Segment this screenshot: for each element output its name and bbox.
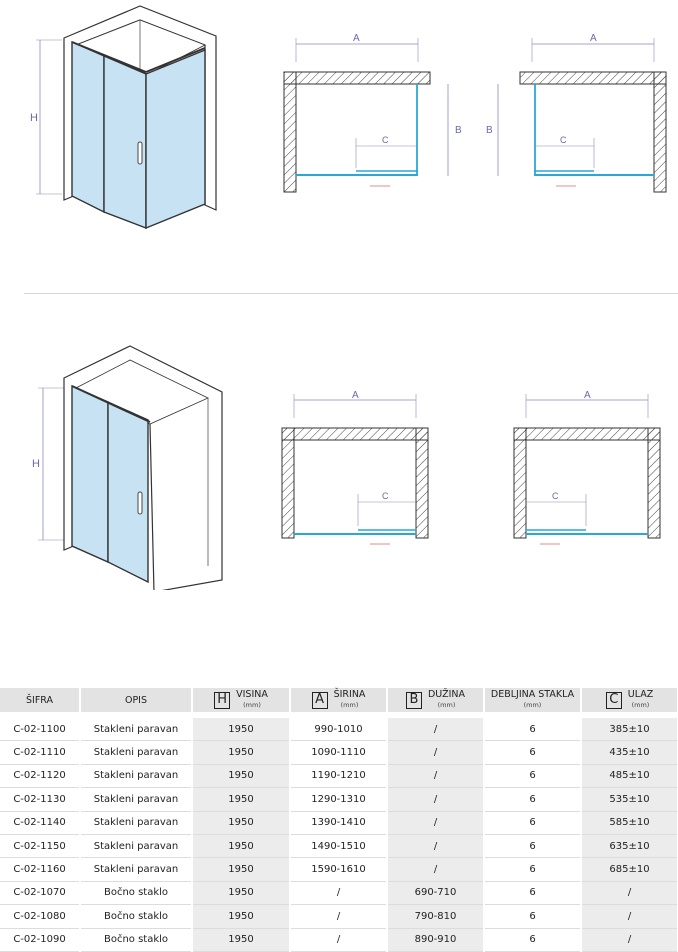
cell-debljina: 6 <box>484 788 581 811</box>
cell-visina: 1950 <box>192 834 290 857</box>
cell-sirina: 1090-1110 <box>290 741 387 764</box>
header-visina-unit: (mm) <box>243 701 261 709</box>
cell-opis: Stakleni paravan <box>80 858 192 881</box>
cell-sirina: / <box>290 881 387 904</box>
cell-sirina: 1290-1310 <box>290 788 387 811</box>
cell-duzina: / <box>387 811 484 834</box>
cell-opis: Stakleni paravan <box>80 764 192 787</box>
depth-dimension-right <box>482 84 512 180</box>
cell-opis: Bočno staklo <box>80 881 192 904</box>
cell-debljina: 6 <box>484 905 581 928</box>
cell-debljina: 6 <box>484 928 581 951</box>
cell-sirina: / <box>290 905 387 928</box>
cell-ulaz: 685±10 <box>581 858 678 881</box>
cell-sirina: 1590-1610 <box>290 858 387 881</box>
cell-debljina: 6 <box>484 811 581 834</box>
header-sifra: ŠIFRA <box>0 688 80 712</box>
depth-icon: B <box>406 692 422 709</box>
floor-plan-alcove-right <box>510 386 670 556</box>
cell-ulaz: 485±10 <box>581 764 678 787</box>
height-label: H <box>32 458 40 470</box>
header-ulaz <box>581 688 678 712</box>
header-visina-label: VISINA <box>236 689 268 700</box>
cell-visina: 1950 <box>192 788 290 811</box>
cell-ulaz: 535±10 <box>581 788 678 811</box>
header-debljina-label: DEBLJINA STAKLA <box>490 689 575 700</box>
cell-debljina: 6 <box>484 741 581 764</box>
cell-ulaz: / <box>581 928 678 951</box>
cell-sifra: C-02-1120 <box>0 764 80 787</box>
cell-sifra: C-02-1150 <box>0 834 80 857</box>
header-debljina <box>484 688 581 712</box>
entry-label: C <box>552 491 559 501</box>
cell-sifra: C-02-1080 <box>0 905 80 928</box>
cell-ulaz: / <box>581 905 678 928</box>
header-duzina-label: DUŽINA <box>427 689 466 700</box>
cell-visina: 1950 <box>192 811 290 834</box>
width-icon: A <box>312 692 328 709</box>
cell-debljina: 6 <box>484 881 581 904</box>
cell-opis: Stakleni paravan <box>80 834 192 857</box>
height-icon: H <box>214 692 230 709</box>
cell-sifra: C-02-1100 <box>0 718 80 741</box>
section-divider <box>24 293 678 294</box>
cell-ulaz: 385±10 <box>581 718 678 741</box>
cell-sifra: C-02-1140 <box>0 811 80 834</box>
cell-opis: Stakleni paravan <box>80 718 192 741</box>
table-row <box>0 718 678 741</box>
cell-duzina: / <box>387 764 484 787</box>
cell-opis: Stakleni paravan <box>80 741 192 764</box>
width-label: A <box>352 390 359 401</box>
cell-duzina: / <box>387 741 484 764</box>
entry-label: C <box>560 135 567 145</box>
width-label: A <box>353 33 360 44</box>
cell-opis: Stakleni paravan <box>80 788 192 811</box>
cell-duzina: / <box>387 834 484 857</box>
header-duzina-unit: (mm) <box>437 701 456 709</box>
header-sirina-unit: (mm) <box>340 701 359 709</box>
depth-label-right: B <box>486 125 493 136</box>
table-row <box>0 741 678 764</box>
cell-debljina: 6 <box>484 834 581 857</box>
cell-ulaz: 435±10 <box>581 741 678 764</box>
table-row <box>0 881 678 904</box>
depth-label-left: B <box>455 125 462 136</box>
height-label: H <box>30 112 38 124</box>
cell-visina: 1950 <box>192 928 290 951</box>
floor-plan-alcove-left <box>278 386 438 556</box>
entry-icon: C <box>606 692 622 709</box>
cell-visina: 1950 <box>192 905 290 928</box>
enclosure-3d-view-corner <box>0 0 240 240</box>
cell-visina: 1950 <box>192 764 290 787</box>
cell-duzina: / <box>387 788 484 811</box>
depth-dimension-left <box>440 84 470 180</box>
cell-debljina: 6 <box>484 764 581 787</box>
cell-duzina: / <box>387 718 484 741</box>
cell-sirina: / <box>290 928 387 951</box>
table-header-row <box>0 688 678 712</box>
header-duzina <box>387 688 484 712</box>
cell-duzina: 890-910 <box>387 928 484 951</box>
header-ulaz-label: ULAZ <box>627 689 654 700</box>
table-row <box>0 788 678 811</box>
floor-plan-corner-right <box>510 28 670 208</box>
header-visina <box>192 688 290 712</box>
cell-sirina: 990-1010 <box>290 718 387 741</box>
cell-ulaz: 635±10 <box>581 834 678 857</box>
header-ulaz-unit: (mm) <box>631 701 650 709</box>
floor-plan-corner-left <box>278 28 438 208</box>
cell-duzina: / <box>387 858 484 881</box>
enclosure-3d-view-alcove <box>0 330 240 590</box>
header-debljina-unit: (mm) <box>523 701 542 709</box>
cell-sirina: 1190-1210 <box>290 764 387 787</box>
cell-ulaz: / <box>581 881 678 904</box>
table-row <box>0 905 678 928</box>
cell-duzina: 790-810 <box>387 905 484 928</box>
cell-debljina: 6 <box>484 718 581 741</box>
cell-ulaz: 585±10 <box>581 811 678 834</box>
spec-table <box>0 688 678 952</box>
cell-visina: 1950 <box>192 858 290 881</box>
cell-sirina: 1490-1510 <box>290 834 387 857</box>
table-row <box>0 834 678 857</box>
entry-label: C <box>382 491 389 501</box>
cell-opis: Bočno staklo <box>80 928 192 951</box>
cell-duzina: 690-710 <box>387 881 484 904</box>
cell-opis: Bočno staklo <box>80 905 192 928</box>
header-sirina <box>290 688 387 712</box>
cell-opis: Stakleni paravan <box>80 811 192 834</box>
header-opis: OPIS <box>80 688 192 712</box>
width-label: A <box>584 390 591 401</box>
table-row <box>0 928 678 951</box>
cell-debljina: 6 <box>484 858 581 881</box>
table-row <box>0 858 678 881</box>
cell-sifra: C-02-1090 <box>0 928 80 951</box>
cell-sirina: 1390-1410 <box>290 811 387 834</box>
cell-sifra: C-02-1070 <box>0 881 80 904</box>
cell-visina: 1950 <box>192 741 290 764</box>
width-label: A <box>590 33 597 44</box>
cell-sifra: C-02-1160 <box>0 858 80 881</box>
cell-visina: 1950 <box>192 881 290 904</box>
table-row <box>0 811 678 834</box>
cell-sifra: C-02-1110 <box>0 741 80 764</box>
cell-visina: 1950 <box>192 718 290 741</box>
table-row <box>0 764 678 787</box>
cell-sifra: C-02-1130 <box>0 788 80 811</box>
entry-label: C <box>382 135 389 145</box>
header-sirina-label: ŠIRINA <box>333 689 366 700</box>
